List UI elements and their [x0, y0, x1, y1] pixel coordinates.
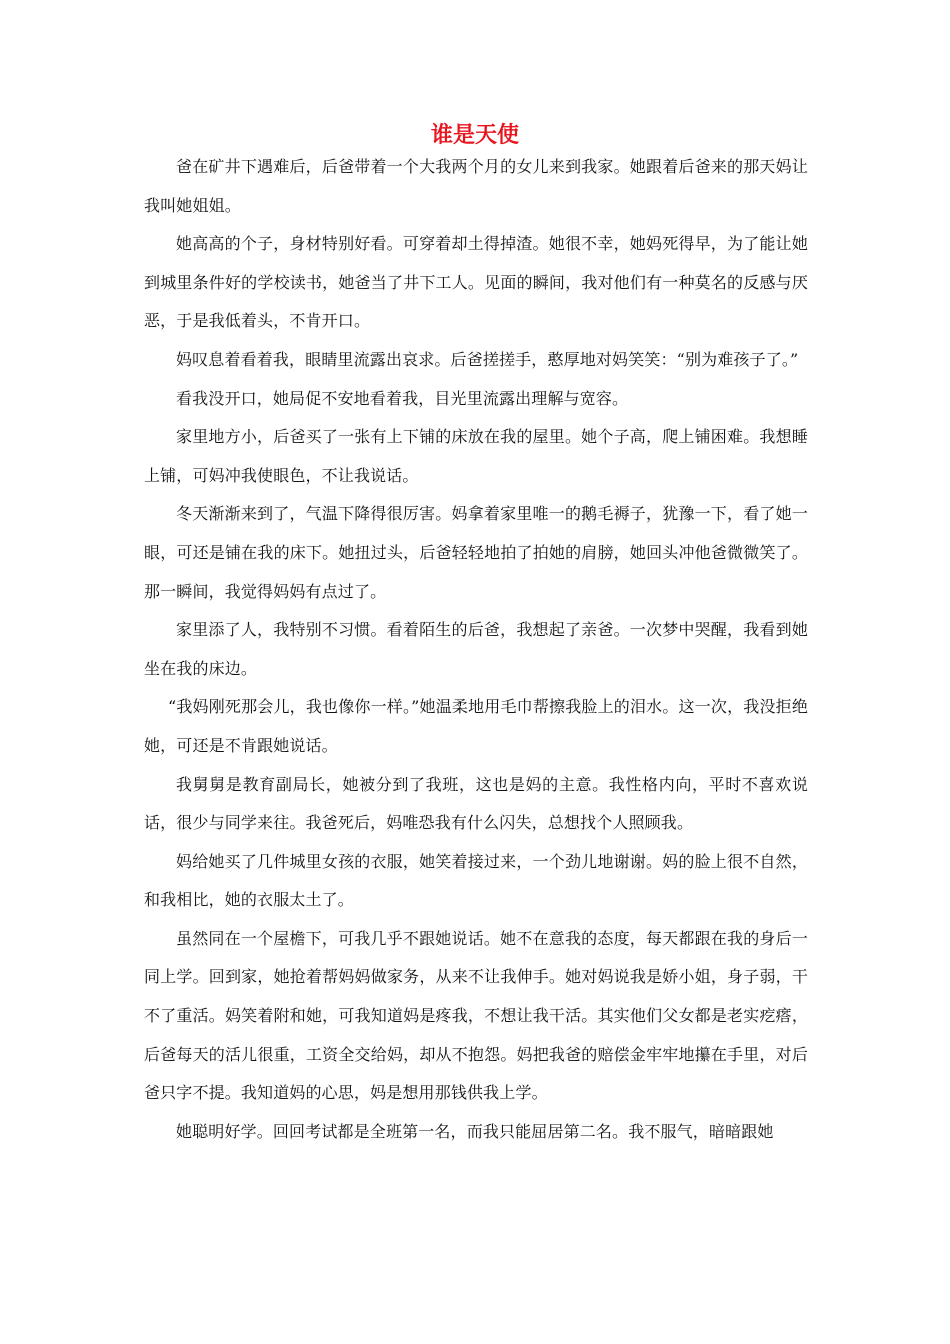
paragraph: 看我没开口，她局促不安地看着我，目光里流露出理解与宽容。	[176, 388, 629, 408]
paragraph: 她聪明好学。回回考试都是全班第一名，而我只能屈居第二名。我不服气，暗暗跟她	[176, 1121, 774, 1141]
paragraph: 冬天渐渐来到了，气温下降得很厉害。妈拿着家里唯一的鹅毛褥子，犹豫一下，看了她一眼，可还是铺在我的床下。她扭过头，后爸轻轻地拍了拍她的肩膀，她回头冲他爸微微笑了。那一瞬间，我觉得妈妈有点过了。	[144, 504, 808, 601]
paragraph: 家里添了人，我特别不习惯。看着陌生的后爸，我想起了亲爸。一次梦中哭醒，我看到她坐在我的床边。	[144, 620, 808, 678]
paragraph: 家里地方小，后爸买了一张有上下铺的床放在我的屋里。她个子高，爬上铺困难。我想睡上铺，可妈冲我使眼色，不让我说话。	[144, 427, 808, 485]
paragraph: 爸在矿井下遇难后，后爸带着一个大我两个月的女儿来到我家。她跟着后爸来的那天妈让我叫她姐姐。	[144, 157, 808, 215]
document-title: 谁是天使	[430, 122, 519, 148]
paragraph: 妈给她买了几件城里女孩的衣服，她笑着接过来，一个劲儿地谢谢。妈的脸上很不自然，和我相比，她的衣服太土了。	[144, 851, 808, 910]
paragraph: 虽然同在一个屋檐下，可我几乎不跟她说话。她不在意我的态度，每天都跟在我的身后一同上学。回到家，她抢着帮妈妈做家务，从来不让我伸手。她对妈说我是娇小姐，身子弱，干不了重活。妈笑着附和她，可我知道妈是疼我，不想让我干活。其实他们父女都是老实疙瘩，后爸每天的活儿很重，工资全交给妈，却从不抱怨。妈把我爸的赔偿金牢牢地攥在手里，对后爸只字不提。我知道妈的心思，妈是想用那钱供我上学。	[144, 928, 808, 1103]
paragraph: 她高高的个子，身材特别好看。可穿着却土得掉渣。她很不幸，她妈死得早，为了能让她到城里条件好的学校读书，她爸当了井下工人。见面的瞬间，我对他们有一种莫名的反感与厌恶，于是我低着头，不肯开口。	[144, 234, 808, 331]
paragraph: 我舅舅是教育副局长，她被分到了我班，这也是妈的主意。我性格内向，平时不喜欢说话，很少与同学来往。我爸死后，妈唯恐我有什么闪失，总想找个人照顾我。	[144, 774, 808, 833]
paragraph: “我妈刚死那会儿，我也像你一样。”她温柔地用毛巾帮擦我脸上的泪水。这一次，我没拒绝她，可还是不肯跟她说话。	[144, 697, 808, 755]
paragraph: 妈叹息着看着我，眼睛里流露出哀求。后爸搓搓手，憨厚地对妈笑笑：“别为难孩子了。”	[176, 349, 799, 369]
document-body	[144, 148, 808, 1151]
